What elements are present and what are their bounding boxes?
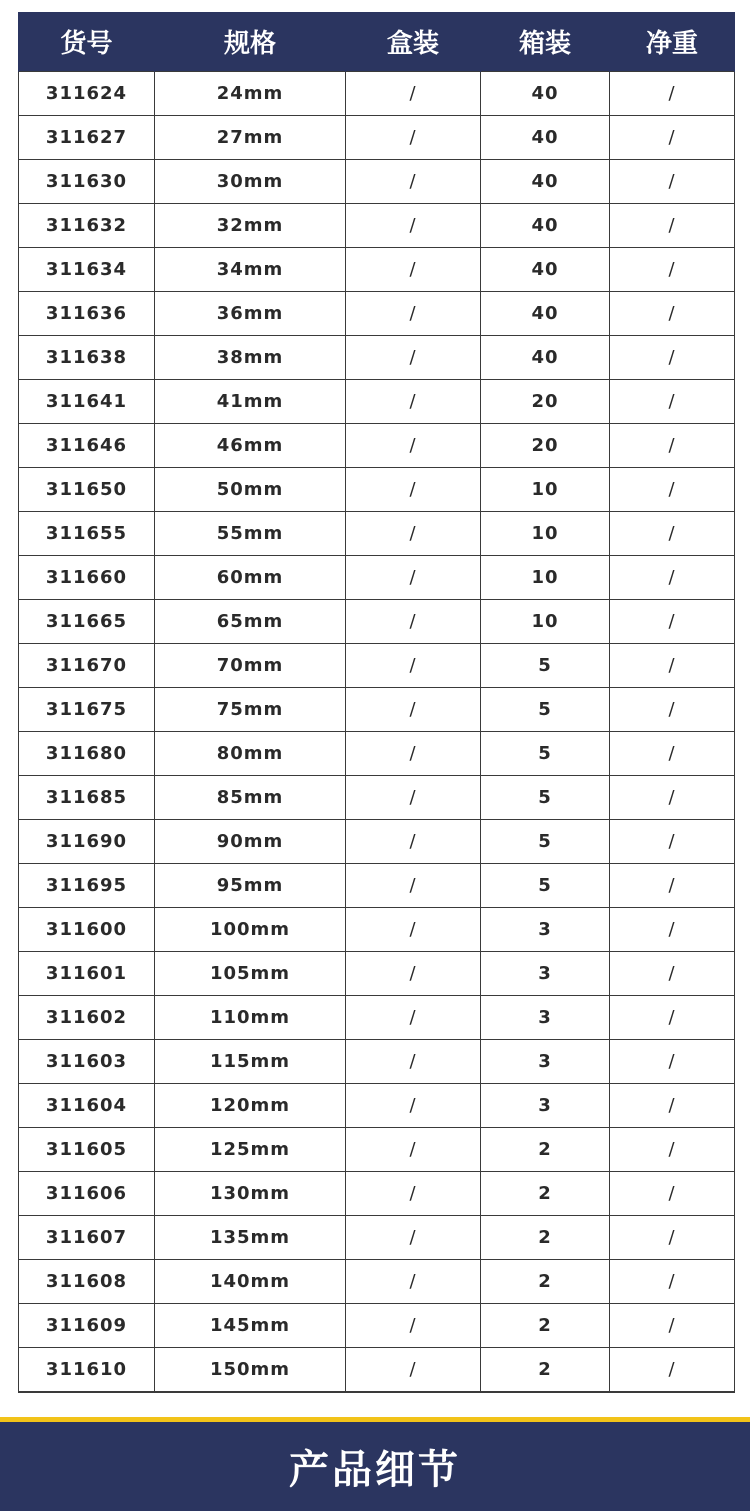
- spec-cell: 50mm: [155, 468, 346, 512]
- table-row: [19, 160, 735, 204]
- spec-cell: 150mm: [155, 1348, 346, 1393]
- table-row: [19, 1128, 735, 1172]
- table-row: [19, 1084, 735, 1128]
- net-weight-cell: /: [610, 160, 735, 204]
- item-number-cell: 311695: [19, 864, 155, 908]
- net-weight-cell: /: [610, 776, 735, 820]
- table-row: [19, 1040, 735, 1084]
- net-weight-cell: /: [610, 1172, 735, 1216]
- carton-pack-cell: 40: [481, 248, 610, 292]
- table-row: [19, 1260, 735, 1304]
- spec-table: [18, 12, 735, 1393]
- spec-cell: 36mm: [155, 292, 346, 336]
- box-pack-cell: /: [346, 732, 481, 776]
- net-weight-cell: /: [610, 380, 735, 424]
- net-weight-cell: /: [610, 996, 735, 1040]
- box-pack-cell: /: [346, 292, 481, 336]
- header-box-pack: 盒装: [346, 12, 481, 72]
- table-row: [19, 336, 735, 380]
- carton-pack-cell: 5: [481, 732, 610, 776]
- carton-pack-cell: 40: [481, 336, 610, 380]
- net-weight-cell: /: [610, 116, 735, 160]
- net-weight-cell: /: [610, 1084, 735, 1128]
- spec-cell: 75mm: [155, 688, 346, 732]
- net-weight-cell: /: [610, 556, 735, 600]
- carton-pack-cell: 40: [481, 160, 610, 204]
- table-row: [19, 292, 735, 336]
- net-weight-cell: /: [610, 908, 735, 952]
- net-weight-cell: /: [610, 1304, 735, 1348]
- table-row: [19, 600, 735, 644]
- carton-pack-cell: 5: [481, 776, 610, 820]
- box-pack-cell: /: [346, 512, 481, 556]
- carton-pack-cell: 2: [481, 1304, 610, 1348]
- table-row: [19, 1348, 735, 1393]
- table-row: [19, 864, 735, 908]
- net-weight-cell: /: [610, 292, 735, 336]
- spec-cell: 27mm: [155, 116, 346, 160]
- spec-cell: 55mm: [155, 512, 346, 556]
- item-number-cell: 311685: [19, 776, 155, 820]
- net-weight-cell: /: [610, 1216, 735, 1260]
- item-number-cell: 311604: [19, 1084, 155, 1128]
- item-number-cell: 311650: [19, 468, 155, 512]
- spec-cell: 38mm: [155, 336, 346, 380]
- footer-band: [0, 1417, 750, 1511]
- item-number-cell: 311675: [19, 688, 155, 732]
- table-row: [19, 688, 735, 732]
- header-spec: 规格: [155, 12, 346, 72]
- table-row: [19, 468, 735, 512]
- item-number-cell: 311610: [19, 1348, 155, 1393]
- header-item-number: 货号: [19, 12, 155, 72]
- spec-cell: 85mm: [155, 776, 346, 820]
- spec-cell: 120mm: [155, 1084, 346, 1128]
- item-number-cell: 311601: [19, 952, 155, 996]
- net-weight-cell: /: [610, 644, 735, 688]
- box-pack-cell: /: [346, 1040, 481, 1084]
- table-row: [19, 556, 735, 600]
- box-pack-cell: /: [346, 72, 481, 116]
- item-number-cell: 311605: [19, 1128, 155, 1172]
- spec-cell: 60mm: [155, 556, 346, 600]
- box-pack-cell: /: [346, 160, 481, 204]
- table-row: [19, 204, 735, 248]
- item-number-cell: 311655: [19, 512, 155, 556]
- header-carton-pack: 箱装: [481, 12, 610, 72]
- item-number-cell: 311690: [19, 820, 155, 864]
- box-pack-cell: /: [346, 468, 481, 512]
- box-pack-cell: /: [346, 864, 481, 908]
- spec-cell: 41mm: [155, 380, 346, 424]
- footer-title: 产品细节: [289, 1447, 461, 1493]
- spec-cell: 70mm: [155, 644, 346, 688]
- carton-pack-cell: 3: [481, 952, 610, 996]
- table-row: [19, 424, 735, 468]
- table-row: [19, 644, 735, 688]
- net-weight-cell: /: [610, 1260, 735, 1304]
- table-row: [19, 776, 735, 820]
- item-number-cell: 311607: [19, 1216, 155, 1260]
- item-number-cell: 311609: [19, 1304, 155, 1348]
- box-pack-cell: /: [346, 1172, 481, 1216]
- net-weight-cell: /: [610, 468, 735, 512]
- carton-pack-cell: 2: [481, 1260, 610, 1304]
- item-number-cell: 311665: [19, 600, 155, 644]
- spec-cell: 130mm: [155, 1172, 346, 1216]
- table-row: [19, 1172, 735, 1216]
- table-row: [19, 380, 735, 424]
- carton-pack-cell: 40: [481, 204, 610, 248]
- net-weight-cell: /: [610, 248, 735, 292]
- box-pack-cell: /: [346, 204, 481, 248]
- box-pack-cell: /: [346, 1304, 481, 1348]
- item-number-cell: 311638: [19, 336, 155, 380]
- table-row: [19, 996, 735, 1040]
- box-pack-cell: /: [346, 600, 481, 644]
- carton-pack-cell: 2: [481, 1128, 610, 1172]
- carton-pack-cell: 10: [481, 600, 610, 644]
- spec-cell: 32mm: [155, 204, 346, 248]
- carton-pack-cell: 2: [481, 1172, 610, 1216]
- box-pack-cell: /: [346, 688, 481, 732]
- item-number-cell: 311641: [19, 380, 155, 424]
- item-number-cell: 311606: [19, 1172, 155, 1216]
- box-pack-cell: /: [346, 1216, 481, 1260]
- table-row: [19, 1304, 735, 1348]
- net-weight-cell: /: [610, 336, 735, 380]
- item-number-cell: 311636: [19, 292, 155, 336]
- net-weight-cell: /: [610, 1348, 735, 1393]
- net-weight-cell: /: [610, 512, 735, 556]
- spec-cell: 105mm: [155, 952, 346, 996]
- spec-cell: 30mm: [155, 160, 346, 204]
- box-pack-cell: /: [346, 1084, 481, 1128]
- box-pack-cell: /: [346, 116, 481, 160]
- spec-cell: 46mm: [155, 424, 346, 468]
- table-row: [19, 820, 735, 864]
- spec-cell: 80mm: [155, 732, 346, 776]
- spec-cell: 90mm: [155, 820, 346, 864]
- carton-pack-cell: 20: [481, 380, 610, 424]
- spec-cell: 135mm: [155, 1216, 346, 1260]
- item-number-cell: 311627: [19, 116, 155, 160]
- net-weight-cell: /: [610, 732, 735, 776]
- table-row: [19, 116, 735, 160]
- net-weight-cell: /: [610, 1040, 735, 1084]
- carton-pack-cell: 40: [481, 292, 610, 336]
- spec-cell: 65mm: [155, 600, 346, 644]
- box-pack-cell: /: [346, 644, 481, 688]
- table-body: [19, 72, 735, 1393]
- spec-cell: 140mm: [155, 1260, 346, 1304]
- net-weight-cell: /: [610, 204, 735, 248]
- net-weight-cell: /: [610, 424, 735, 468]
- spec-cell: 115mm: [155, 1040, 346, 1084]
- item-number-cell: 311600: [19, 908, 155, 952]
- item-number-cell: 311624: [19, 72, 155, 116]
- table-row: [19, 952, 735, 996]
- box-pack-cell: /: [346, 380, 481, 424]
- box-pack-cell: /: [346, 908, 481, 952]
- carton-pack-cell: 3: [481, 996, 610, 1040]
- item-number-cell: 311646: [19, 424, 155, 468]
- net-weight-cell: /: [610, 820, 735, 864]
- item-number-cell: 311603: [19, 1040, 155, 1084]
- table-row: [19, 1216, 735, 1260]
- box-pack-cell: /: [346, 1348, 481, 1393]
- carton-pack-cell: 40: [481, 72, 610, 116]
- net-weight-cell: /: [610, 688, 735, 732]
- header-net-weight: 净重: [610, 12, 735, 72]
- net-weight-cell: /: [610, 952, 735, 996]
- carton-pack-cell: 5: [481, 864, 610, 908]
- carton-pack-cell: 3: [481, 1084, 610, 1128]
- item-number-cell: 311670: [19, 644, 155, 688]
- spec-cell: 125mm: [155, 1128, 346, 1172]
- table-header-row: [19, 12, 735, 72]
- carton-pack-cell: 2: [481, 1348, 610, 1393]
- item-number-cell: 311608: [19, 1260, 155, 1304]
- box-pack-cell: /: [346, 996, 481, 1040]
- spec-cell: 100mm: [155, 908, 346, 952]
- item-number-cell: 311602: [19, 996, 155, 1040]
- carton-pack-cell: 3: [481, 908, 610, 952]
- box-pack-cell: /: [346, 1260, 481, 1304]
- spec-cell: 95mm: [155, 864, 346, 908]
- item-number-cell: 311660: [19, 556, 155, 600]
- box-pack-cell: /: [346, 776, 481, 820]
- carton-pack-cell: 10: [481, 468, 610, 512]
- table-row: [19, 732, 735, 776]
- box-pack-cell: /: [346, 424, 481, 468]
- table-row: [19, 908, 735, 952]
- table-row: [19, 512, 735, 556]
- carton-pack-cell: 5: [481, 820, 610, 864]
- carton-pack-cell: 20: [481, 424, 610, 468]
- spec-cell: 145mm: [155, 1304, 346, 1348]
- carton-pack-cell: 3: [481, 1040, 610, 1084]
- carton-pack-cell: 5: [481, 688, 610, 732]
- carton-pack-cell: 10: [481, 512, 610, 556]
- carton-pack-cell: 40: [481, 116, 610, 160]
- carton-pack-cell: 2: [481, 1216, 610, 1260]
- box-pack-cell: /: [346, 248, 481, 292]
- box-pack-cell: /: [346, 952, 481, 996]
- spec-cell: 34mm: [155, 248, 346, 292]
- item-number-cell: 311632: [19, 204, 155, 248]
- item-number-cell: 311680: [19, 732, 155, 776]
- net-weight-cell: /: [610, 1128, 735, 1172]
- net-weight-cell: /: [610, 864, 735, 908]
- net-weight-cell: /: [610, 600, 735, 644]
- table-row: [19, 248, 735, 292]
- carton-pack-cell: 10: [481, 556, 610, 600]
- box-pack-cell: /: [346, 1128, 481, 1172]
- spec-cell: 24mm: [155, 72, 346, 116]
- box-pack-cell: /: [346, 336, 481, 380]
- item-number-cell: 311630: [19, 160, 155, 204]
- item-number-cell: 311634: [19, 248, 155, 292]
- box-pack-cell: /: [346, 556, 481, 600]
- spec-cell: 110mm: [155, 996, 346, 1040]
- carton-pack-cell: 5: [481, 644, 610, 688]
- net-weight-cell: /: [610, 72, 735, 116]
- table-row: [19, 72, 735, 116]
- box-pack-cell: /: [346, 820, 481, 864]
